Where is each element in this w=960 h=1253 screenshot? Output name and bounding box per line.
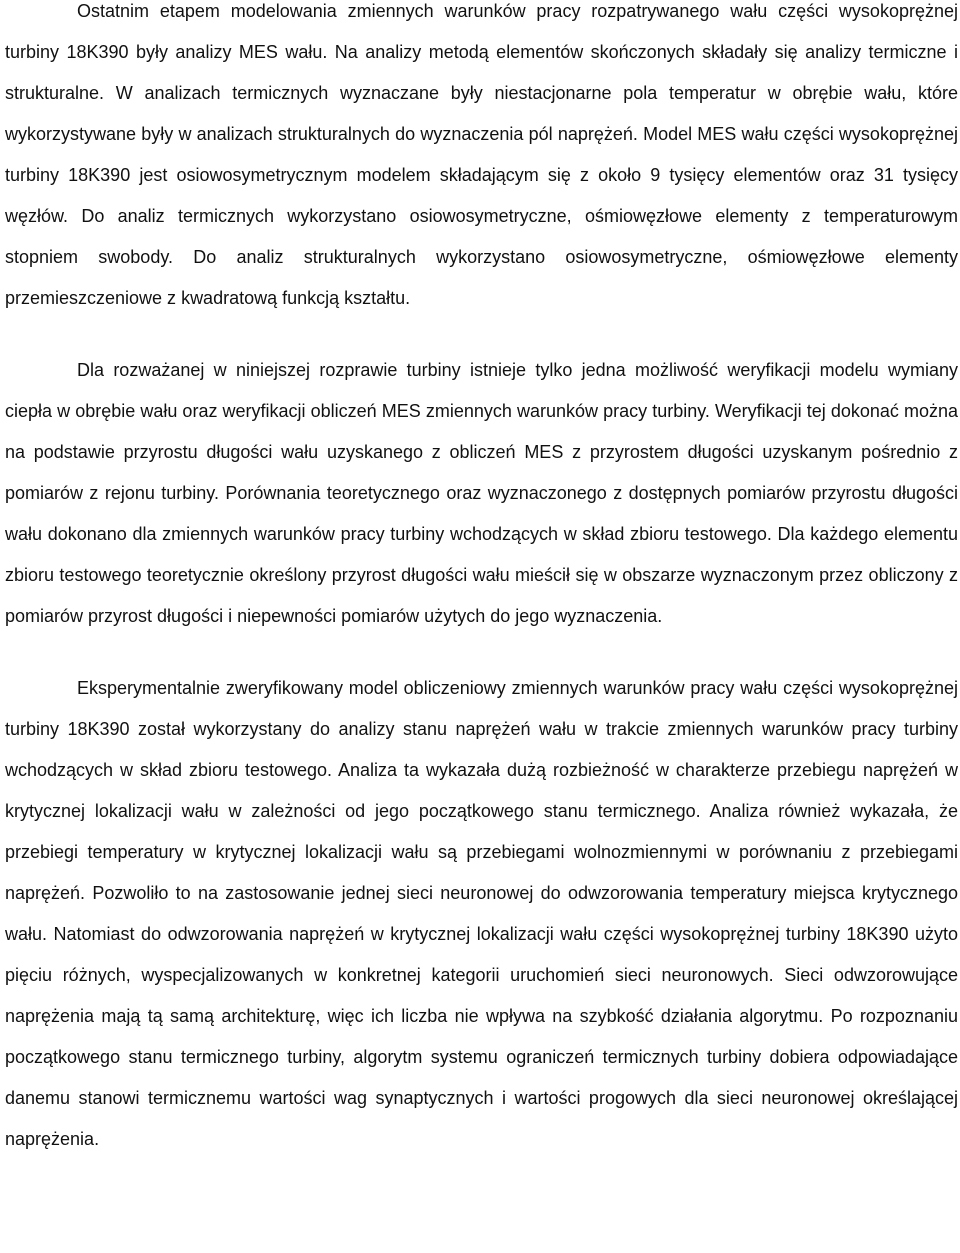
document-page [5, 0, 958, 1160]
paragraph-2-text: Dla rozważanej w niniejszej rozprawie turbiny istnieje tylko jedna możliwość weryfikacji modelu wymiany ciepła w obrębie wału oraz weryfikacji obliczeń MES zmiennych warunków pracy turbiny. Weryfikacji tej dokonać można na podstawie przyrostu długości wału uzyskanego z obliczeń MES z przyrostem długości uzyskanym pośrednio z pomiarów z rejonu turbiny. Porównania teoretycznego oraz wyznaczonego z dostępnych pomiarów przyrostu długości wału dokonano dla zmiennych warunków pracy turbiny wchodzących w skład zbioru testowego. Dla każdego elementu zbioru testowego teoretycznie określony przyrost długości wału mieścił się w obszarze wyznaczonym przez obliczony z pomiarów przyrost długości i niepewności pomiarów użytych do jego wyznaczenia. [5, 360, 958, 626]
paragraph-3 [5, 668, 958, 1160]
paragraph-3-text: Eksperymentalnie zweryfikowany model obliczeniowy zmiennych warunków pracy wału części wysokoprężnej turbiny 18K390 został wykorzystany do analizy stanu naprężeń wału w trakcie zmiennych warunków pracy turbiny wchodzących w skład zbioru testowego. Analiza ta wykazała dużą rozbieżność w charakterze przebiegu naprężeń w krytycznej lokalizacji wału w zależności od jego początkowego stanu termicznego. Analiza również wykazała, że przebiegi temperatury w krytycznej lokalizacji wału są przebiegami wolnozmiennymi w porównaniu z przebiegami naprężeń. Pozwoliło to na zastosowanie jednej sieci neuronowej do odwzorowania temperatury miejsca krytycznego wału. Natomiast do odwzorowania naprężeń w krytycznej lokalizacji wału części wysokoprężnej turbiny 18K390 użyto pięciu różnych, wyspecjalizowanych w konkretnej kategorii uruchomień sieci neuronowych. Sieci odwzorowujące naprężenia mają tą samą architekturę, więc ich liczba nie wpływa na szybkość działania algorytmu. Po rozpoznaniu początkowego stanu termicznego turbiny, algorytm systemu ograniczeń termicznych turbiny dobiera odpowiadające danemu stanowi termicznemu wartości wag synaptycznych i wartości progowych dla sieci neuronowej określającej naprężenia. [5, 678, 958, 1149]
paragraph-1-text: Ostatnim etapem modelowania zmiennych warunków pracy rozpatrywanego wału części wysokoprężnej turbiny 18K390 były analizy MES wału. Na analizy metodą elementów skończonych składały się analizy termiczne i strukturalne. W analizach termicznych wyznaczane były niestacjonarne pola temperatur w obrębie wału, które wykorzystywane były w analizach strukturalnych do wyznaczenia pól naprężeń. Model MES wału części wysokoprężnej turbiny 18K390 jest osiowosymetrycznym modelem składającym się z około 9 tysięcy elementów oraz 31 tysięcy węzłów. Do analiz termicznych wykorzystano osiowosymetryczne, ośmiowęzłowe elementy z temperaturowym stopniem swobody. Do analiz strukturalnych wykorzystano osiowosymetryczne, ośmiowęzłowe elementy przemieszczeniowe z kwadratową funkcją kształtu. [5, 1, 958, 308]
paragraph-2 [5, 350, 958, 637]
paragraph-1 [5, 0, 958, 319]
